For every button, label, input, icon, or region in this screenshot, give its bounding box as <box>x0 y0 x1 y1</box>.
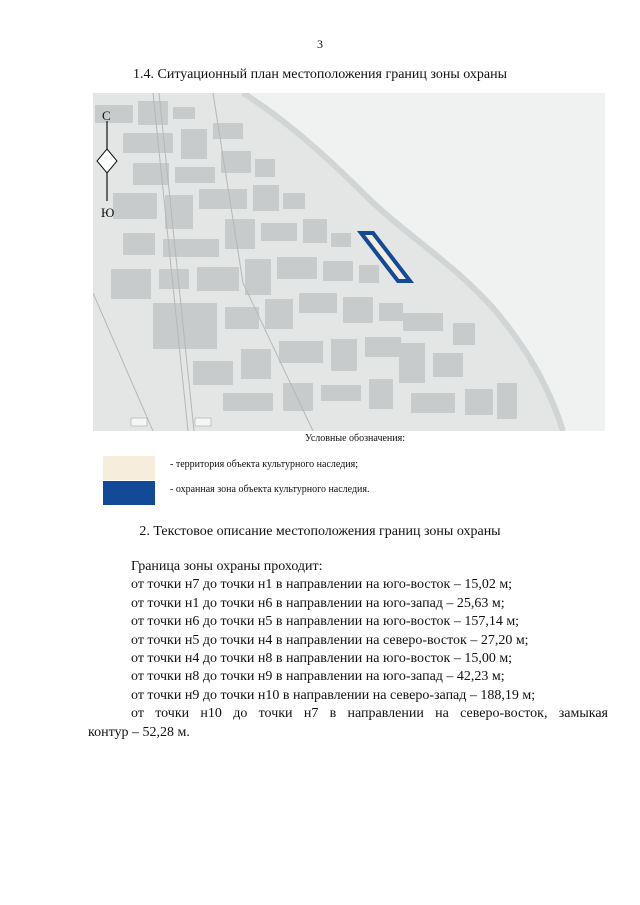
description-intro: Граница зоны охраны проходит: <box>131 559 323 574</box>
page-number: 3 <box>317 37 323 51</box>
situation-map <box>93 93 605 431</box>
boundary-segment: от точки н1 до точки н6 в направлении на юго-запад – 25,63 м; <box>131 595 505 611</box>
boundary-segment-closing: от точки н10 до точки н7 в направлении на северо-восток, замыкая <box>131 706 608 722</box>
legend-swatch-territory <box>103 456 155 480</box>
boundary-description <box>88 558 608 742</box>
legend-item-territory: - территория объекта культурного наследия; <box>170 459 359 470</box>
legend-title: Условные обозначения: <box>304 433 405 444</box>
boundary-segment: от точки н4 до точки н8 в направлении на юго-восток – 15,00 м; <box>131 651 513 667</box>
boundary-segment: от точки н7 до точки н1 в направлении на юго-восток – 15,02 м; <box>131 577 513 593</box>
compass-south-label: Ю <box>101 205 115 220</box>
boundary-segment: от точки н8 до точки н9 в направлении на юго-запад – 42,23 м; <box>131 669 505 685</box>
section-2-title: 2. Текстовое описание местоположения границ зоны охраны <box>139 524 501 539</box>
boundary-segment: от точки н9 до точки н10 в направлении на северо-запад – 188,19 м; <box>131 687 536 703</box>
boundary-segment: от точки н6 до точки н5 в направлении на юго-восток – 157,14 м; <box>131 614 520 630</box>
legend-swatch-protection-zone <box>103 481 155 505</box>
section-1-title: 1.4. Ситуационный план местоположения границ зоны охраны <box>132 67 508 82</box>
map-drawing <box>93 93 605 431</box>
compass-north-label: С <box>102 108 111 123</box>
boundary-segment-closing-end: контур – 52,28 м. <box>88 724 190 740</box>
legend-item-protection-zone: - охранная зона объекта культурного наследия. <box>170 484 370 495</box>
boundary-segment: от точки н5 до точки н4 в направлении на северо-восток – 27,20 м; <box>131 632 529 648</box>
